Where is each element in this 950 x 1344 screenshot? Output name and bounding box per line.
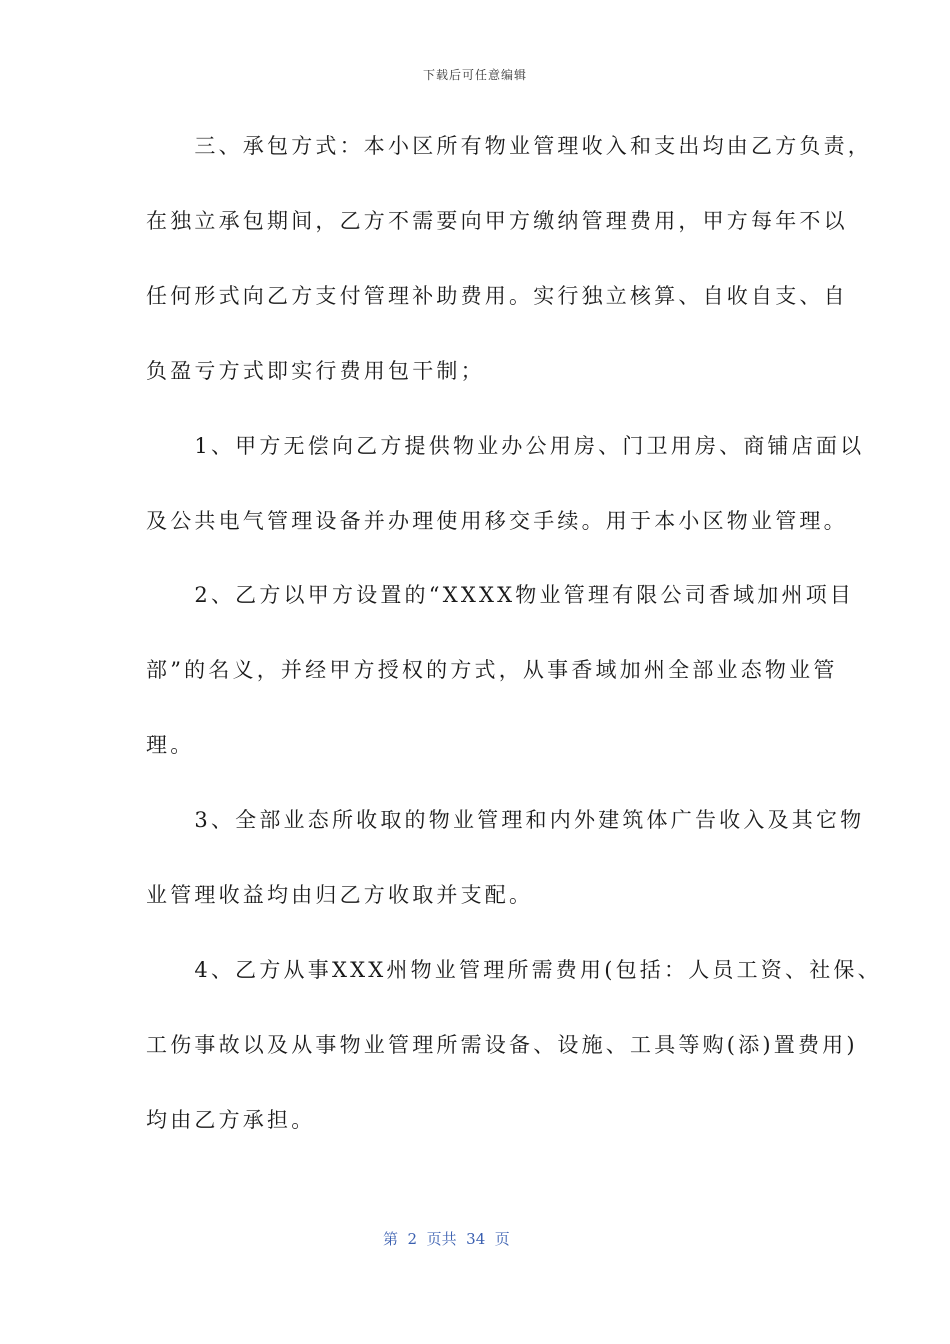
- body-line: 理。: [146, 733, 195, 757]
- body-line: 在独立承包期间，乙方不需要向甲方缴纳管理费用，甲方每年不以: [146, 209, 848, 233]
- body-line: 1、甲方无偿向乙方提供物业办公用房、门卫用房、商铺店面以: [146, 434, 865, 458]
- body-line: 均由乙方承担。: [146, 1108, 316, 1132]
- page-header: 下载后可任意编辑: [422, 68, 527, 82]
- body-line: 部”的名义，并经甲方授权的方式，从事香域加州全部业态物业管: [146, 658, 838, 682]
- body-line: 业管理收益均由归乙方收取并支配。: [146, 883, 534, 907]
- body-line: 任何形式向乙方支付管理补助费用。实行独立核算、自收自支、自: [146, 284, 848, 308]
- body-line: 负盈亏方式即实行费用包干制；: [146, 359, 485, 383]
- body-line: 及公共电气管理设备并办理使用移交手续。用于本小区物业管理。: [146, 509, 848, 533]
- body-line: 3、全部业态所收取的物业管理和内外建筑体广告收入及其它物: [146, 808, 865, 832]
- body-line: 三、承包方式：本小区所有物业管理收入和支出均由乙方负责，: [146, 134, 872, 158]
- page-number-footer: 第 2 页共 34 页: [383, 1230, 510, 1248]
- body-line: 2、乙方以甲方设置的“XXXX物业管理有限公司香域加州项目: [146, 583, 855, 607]
- body-line: 工伤事故以及从事物业管理所需设备、设施、工具等购(添)置费用): [146, 1033, 858, 1057]
- body-line: 4、乙方从事XXX州物业管理所需费用(包括：人员工资、社保、: [146, 958, 882, 982]
